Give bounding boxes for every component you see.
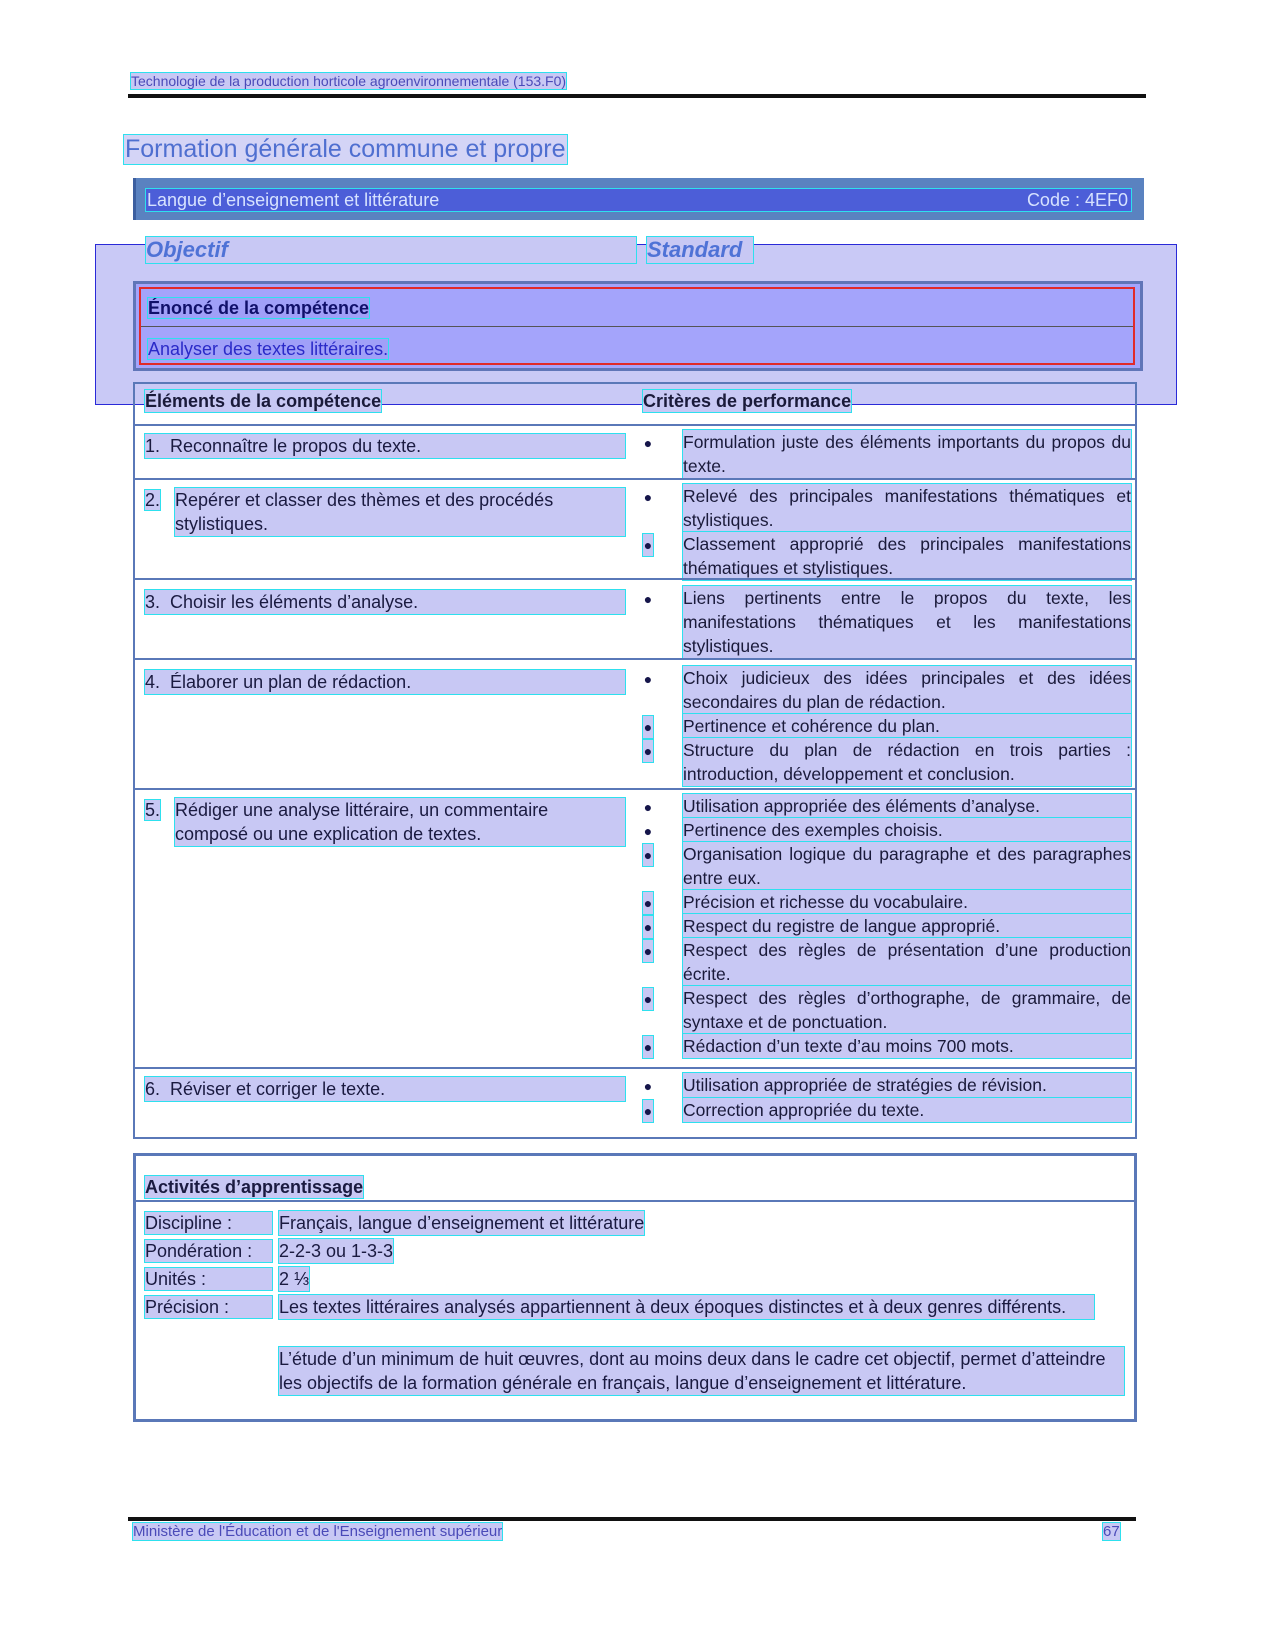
course-code: Code : 4EF0 bbox=[1026, 190, 1128, 210]
footer-page-number: 67 bbox=[1103, 1523, 1120, 1540]
footer-ministry: Ministère de l'Éducation et de l'Enseignement supérieur bbox=[133, 1523, 503, 1540]
precision-label: Précision : bbox=[145, 1296, 272, 1318]
table-row-divider bbox=[135, 658, 1135, 660]
table-row-divider bbox=[135, 478, 1135, 480]
discipline-value: Français, langue d’enseignement et littérature bbox=[279, 1213, 645, 1233]
ponderation-value: 2-2-3 ou 1-3-3 bbox=[279, 1241, 394, 1261]
table-row-6-element bbox=[145, 1077, 625, 1101]
criterion: Choix judicieux des idées principales et des idées secondaires du plan de rédaction. bbox=[683, 668, 1131, 712]
criterion: Respect du registre de langue approprié. bbox=[683, 914, 1131, 938]
criterion: Précision et richesse du vocabulaire. bbox=[683, 890, 1131, 914]
enonce-divider bbox=[141, 326, 1133, 327]
competence-table bbox=[133, 382, 1137, 1139]
table-row-divider bbox=[135, 424, 1135, 426]
bullet-icon: ● bbox=[643, 799, 653, 815]
table-row-divider bbox=[135, 1067, 1135, 1069]
bullet-icon: ● bbox=[643, 716, 653, 738]
document-header-title: Technologie de la production horticole agroenvironnementale (153.F0) bbox=[131, 73, 567, 89]
header-elements: Éléments de la compétence bbox=[145, 391, 382, 411]
element-text: Repérer et classer des thèmes et des procédés stylistiques. bbox=[175, 488, 625, 536]
activites-divider bbox=[136, 1200, 1134, 1202]
bullet-icon: ● bbox=[643, 988, 653, 1010]
criterion: Classement approprié des principales manifestations thématiques et stylistiques. bbox=[683, 534, 1131, 578]
row-number: 1. bbox=[145, 436, 161, 456]
criterion: Respect des règles d’orthographe, de grammaire, de syntaxe et de ponctuation. bbox=[683, 988, 1131, 1032]
bullet-icon: ● bbox=[643, 591, 653, 607]
criterion: Liens pertinents entre le propos du texte, les manifestations thématiques et les manifestations stylistiques. bbox=[683, 588, 1131, 656]
element-text: Rédiger une analyse littéraire, un commentaire composé ou une explication de textes. bbox=[175, 798, 625, 846]
criterion: Relevé des principales manifestations thématiques et stylistiques. bbox=[683, 486, 1131, 530]
precision-text-1: Les textes littéraires analysés appartiennent à deux époques distinctes et à deux genres différents. bbox=[279, 1295, 1094, 1319]
criterion: Pertinence des exemples choisis. bbox=[683, 818, 1131, 842]
criterion: Structure du plan de rédaction en trois parties : introduction, développement et conclusion. bbox=[683, 740, 1131, 784]
header-criteres: Critères de performance bbox=[643, 391, 852, 411]
bullet-icon: ● bbox=[643, 671, 653, 687]
element-text: Reconnaître le propos du texte. bbox=[170, 436, 422, 456]
bullet-icon: ● bbox=[643, 892, 653, 914]
table-row-4-element bbox=[145, 670, 625, 694]
criterion: Utilisation appropriée des éléments d’analyse. bbox=[683, 794, 1131, 818]
criterion: Organisation logique du paragraphe et des paragraphes entre eux. bbox=[683, 844, 1131, 888]
enonce-competence-box bbox=[133, 281, 1143, 371]
bullet-icon: ● bbox=[643, 1078, 653, 1094]
precision-text-2: L’étude d’un minimum de huit œuvres, dont au moins deux dans le cadre cet objectif, permet d’atteindre les objectifs de la formation générale en français, langue d’enseignement et littérature. bbox=[279, 1347, 1124, 1395]
course-title-bar bbox=[133, 178, 1144, 220]
table-row-3-element bbox=[145, 590, 625, 614]
bullet-icon: ● bbox=[643, 916, 653, 938]
criterion: Rédaction d’un texte d’au moins 700 mots. bbox=[683, 1034, 1131, 1058]
bullet-icon: ● bbox=[643, 1036, 653, 1058]
bullet-icon: ● bbox=[643, 435, 653, 451]
row-number: 5. bbox=[145, 800, 161, 820]
unites-label: Unités : bbox=[145, 1268, 272, 1290]
bullet-icon: ● bbox=[643, 740, 653, 762]
criterion: Formulation juste des éléments importants du propos du texte. bbox=[683, 432, 1131, 476]
table-row-1-element bbox=[145, 434, 625, 458]
bullet-icon: ● bbox=[643, 534, 653, 556]
criterion: Pertinence et cohérence du plan. bbox=[683, 714, 1131, 738]
header-divider bbox=[128, 94, 1146, 98]
activites-title: Activités d’apprentissage bbox=[145, 1177, 364, 1197]
table-row-2-element bbox=[145, 488, 625, 534]
bullet-icon: ● bbox=[643, 1100, 653, 1122]
criterion: Correction appropriée du texte. bbox=[683, 1098, 1131, 1122]
table-row-divider bbox=[135, 578, 1135, 580]
unites-value: 2 ⅓ bbox=[279, 1269, 310, 1289]
section-heading: Formation générale commune et propre bbox=[125, 135, 566, 163]
table-row-divider bbox=[135, 788, 1135, 790]
row-number: 2. bbox=[145, 490, 161, 510]
enonce-label: Énoncé de la compétence bbox=[148, 298, 370, 318]
discipline-label: Discipline : bbox=[145, 1212, 272, 1234]
objectif-label: Objectif bbox=[146, 237, 636, 263]
bullet-icon: ● bbox=[643, 489, 653, 505]
course-name: Langue d’enseignement et littérature bbox=[147, 190, 440, 210]
ponderation-label: Pondération : bbox=[145, 1240, 272, 1262]
bullet-icon: ● bbox=[643, 823, 653, 839]
standard-label: Standard bbox=[647, 237, 753, 263]
criterion: Respect des règles de présentation d’une production écrite. bbox=[683, 940, 1131, 984]
criterion: Utilisation appropriée de stratégies de révision. bbox=[683, 1073, 1131, 1097]
row-number: 6. bbox=[145, 1079, 161, 1099]
enonce-text: Analyser des textes littéraires. bbox=[148, 339, 389, 359]
activites-apprentissage-box bbox=[133, 1153, 1137, 1422]
footer-divider bbox=[128, 1517, 1136, 1521]
bullet-icon: ● bbox=[643, 844, 653, 866]
element-text: Réviser et corriger le texte. bbox=[170, 1079, 386, 1099]
row-number: 3. bbox=[145, 592, 161, 612]
element-text: Élaborer un plan de rédaction. bbox=[170, 672, 412, 692]
element-text: Choisir les éléments d’analyse. bbox=[170, 592, 419, 612]
row-number: 4. bbox=[145, 672, 161, 692]
table-row-5-element bbox=[145, 798, 625, 844]
bullet-icon: ● bbox=[643, 940, 653, 962]
